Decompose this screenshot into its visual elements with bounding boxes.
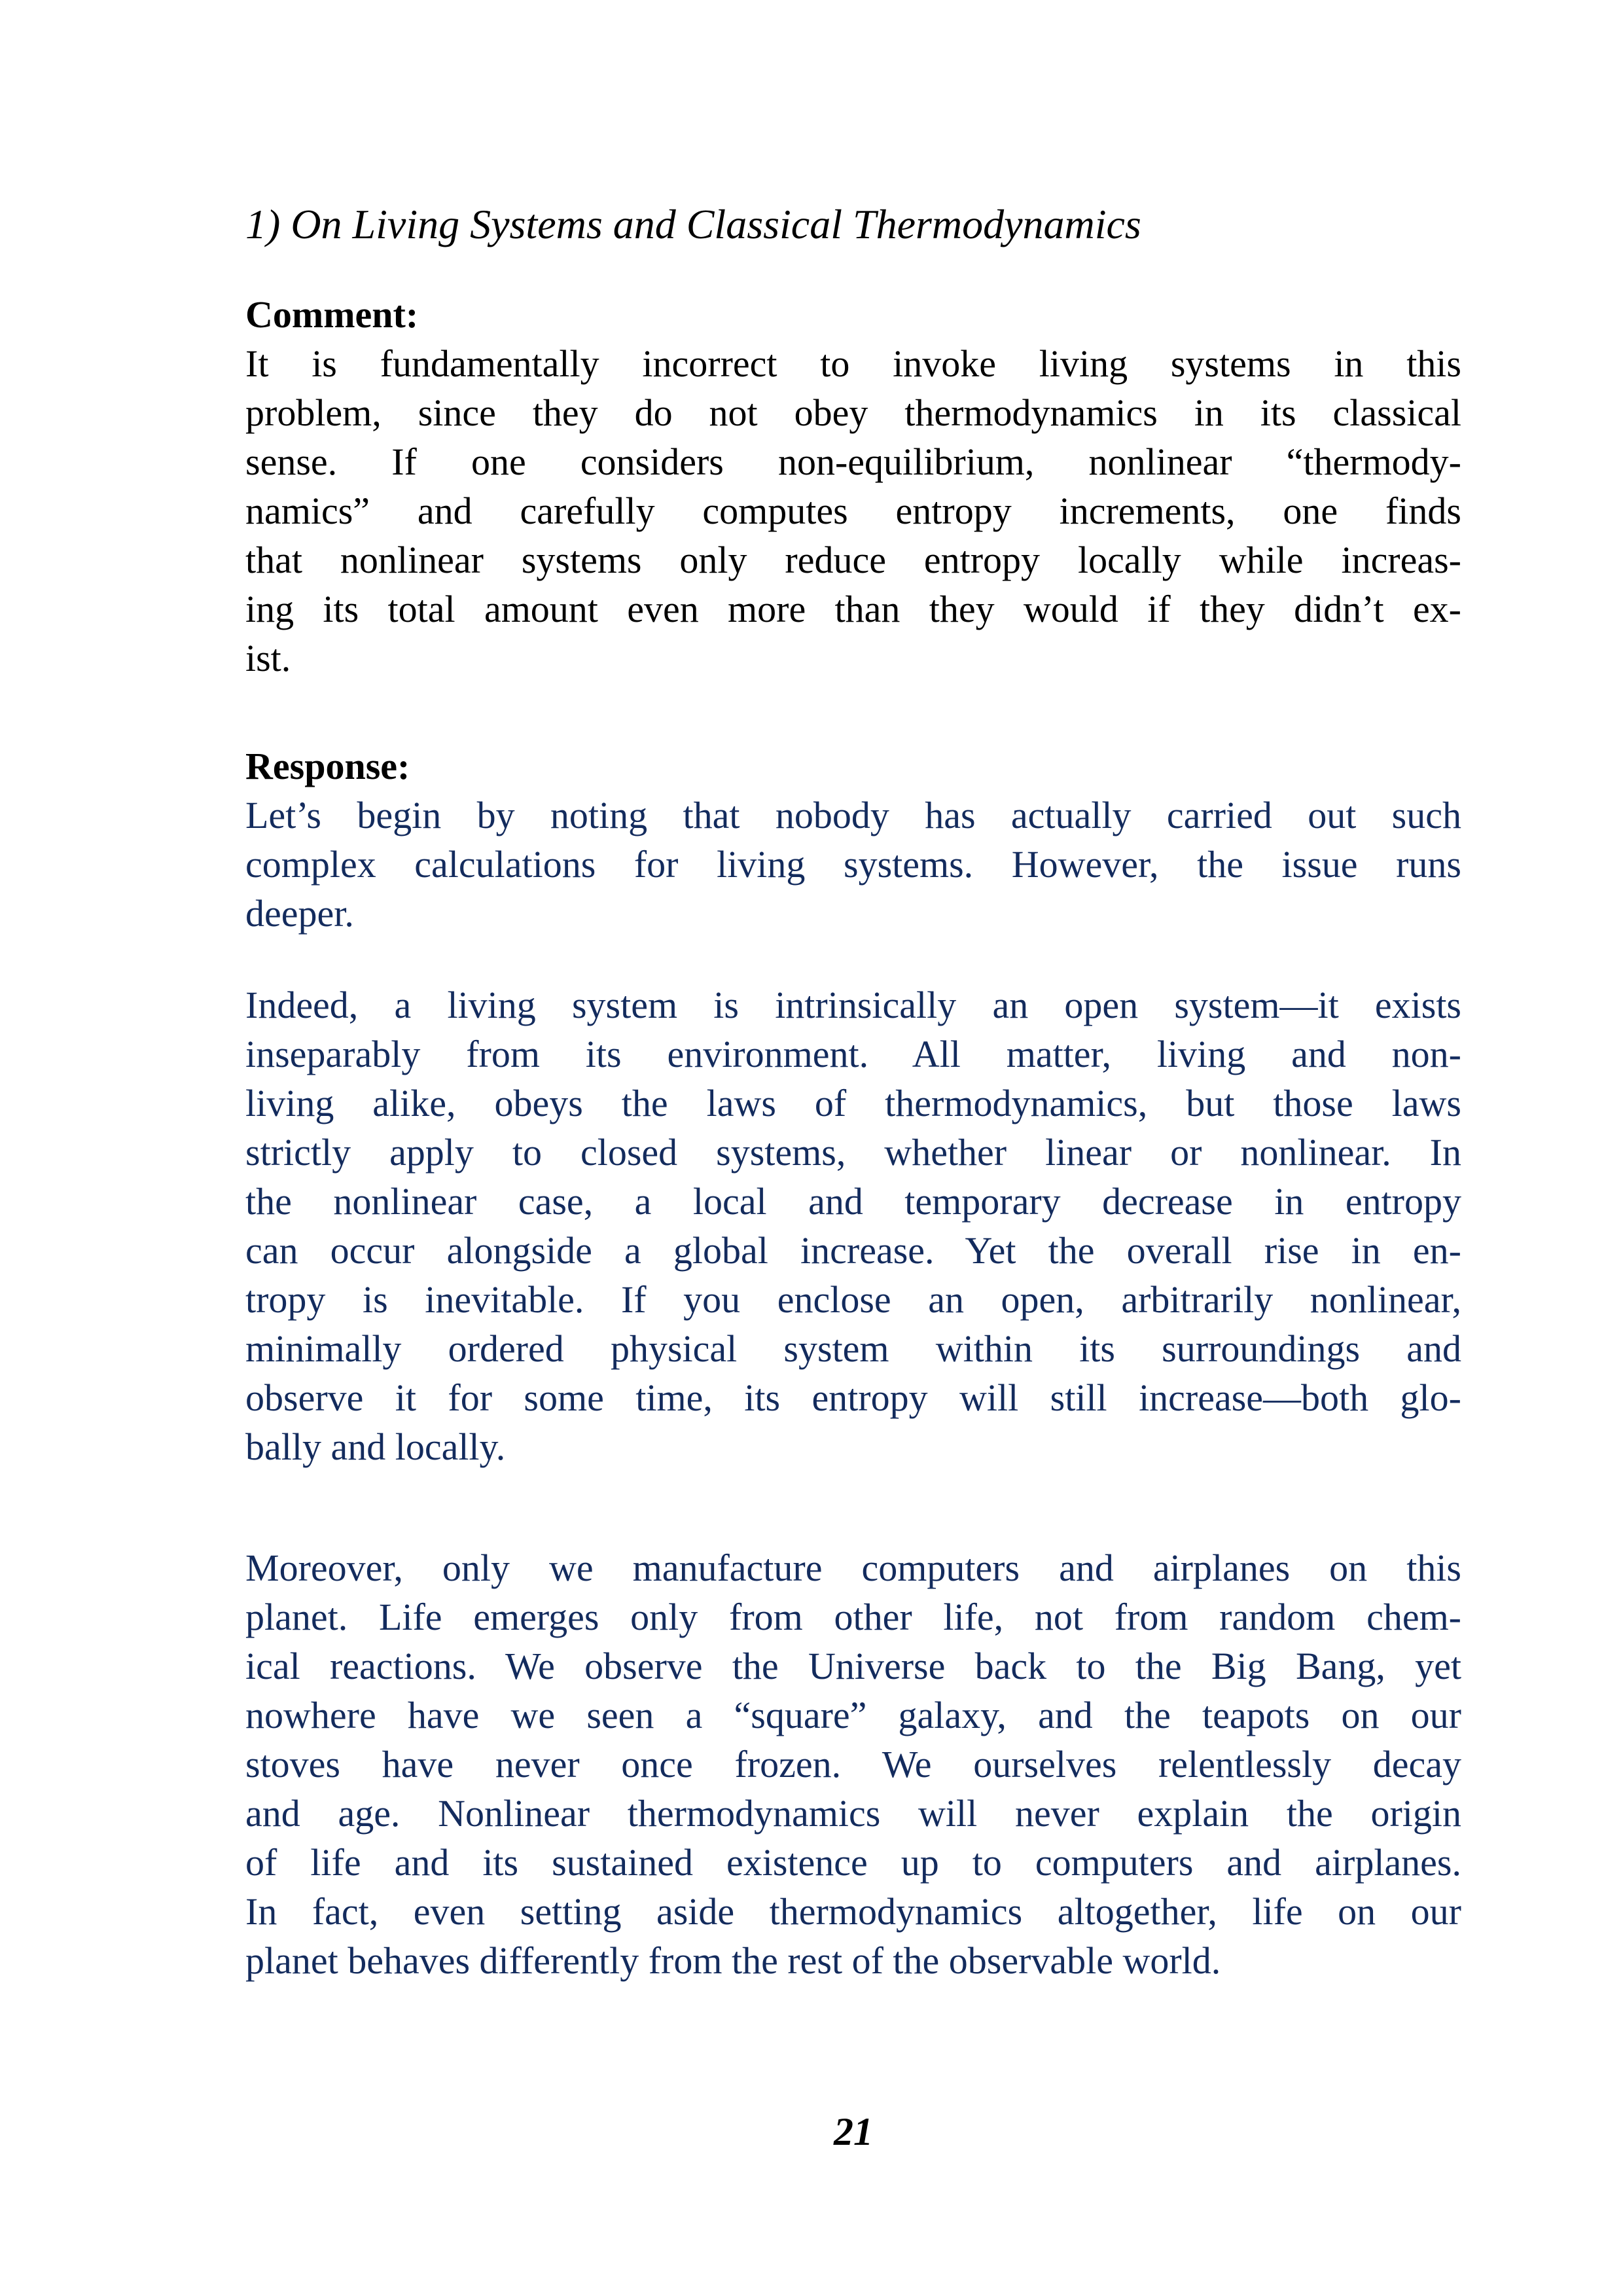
page-footer [245,2108,1461,2157]
text-line: complex calculations for living systems. However, the issue runs [245,843,1461,886]
text-line: In fact, even setting aside thermodynamics altogether, life on our [245,1890,1461,1933]
text-line: Moreover, only we manufacture computers and airplanes on this [245,1547,1461,1589]
text-line: bally and locally. [245,1426,506,1468]
text-line: planet. Life emerges only from other life, not from random chem- [245,1596,1461,1638]
text-line: minimally ordered physical system within its surroundings and [245,1327,1461,1370]
text-line: can occur alongside a global increase. Yet the overall rise in en- [245,1229,1461,1272]
section-heading: 1) On Living Systems and Classical Thermodynamics [245,201,1141,247]
text-line: stoves have never once frozen. We ourselves relentlessly decay [245,1743,1461,1785]
text-line: problem, since they do not obey thermodynamics in its classical [245,391,1461,434]
text-line: strictly apply to closed systems, whether linear or nonlinear. In [245,1131,1461,1174]
text-line: ing its total amount even more than they would if they didn’t ex- [245,588,1461,630]
response-body [245,791,1461,1985]
text-line: of life and its sustained existence up to computers and airplanes. [245,1841,1461,1884]
text-line: and age. Nonlinear thermodynamics will never explain the origin [245,1792,1461,1835]
text-line: that nonlinear systems only reduce entropy locally while increas- [245,539,1461,581]
text-line: the nonlinear case, a local and temporary decrease in entropy [245,1180,1461,1223]
text-line: nowhere have we seen a “square” galaxy, and the teapots on our [245,1694,1461,1736]
comment-label: Comment: [245,293,419,336]
text-line: tropy is inevitable. If you enclose an open, arbitrarily nonlinear, [245,1278,1461,1321]
text-line: It is fundamentally incorrect to invoke living systems in this [245,342,1461,385]
text-line: namics” and carefully computes entropy increments, one finds [245,490,1461,532]
comment-section [245,290,1461,683]
text-line: sense. If one considers non-equilibrium, nonlinear “thermody- [245,440,1461,483]
text-line: Indeed, a living system is intrinsically an open system—it exists [245,984,1461,1026]
text-line: inseparably from its environment. All matter, living and non- [245,1033,1461,1075]
response-paragraph [245,1543,1461,1985]
text-line: observe it for some time, its entropy will still increase—both glo- [245,1376,1461,1419]
text-line: living alike, obeys the laws of thermodynamics, but those laws [245,1082,1461,1124]
comment-paragraph [245,339,1461,683]
text-line: planet behaves differently from the rest of the observable world. [245,1939,1221,1982]
response-paragraph [245,980,1461,1471]
response-section [245,742,1461,1985]
text-line: deeper. [245,892,354,935]
response-paragraph [245,791,1461,938]
response-label: Response: [245,745,410,787]
text-line: ical reactions. We observe the Universe back to the Big Bang, yet [245,1645,1461,1687]
page-number: 21 [834,2110,873,2153]
text-line: ist. [245,637,291,679]
text-line: Let’s begin by noting that nobody has actually carried out such [245,794,1461,836]
